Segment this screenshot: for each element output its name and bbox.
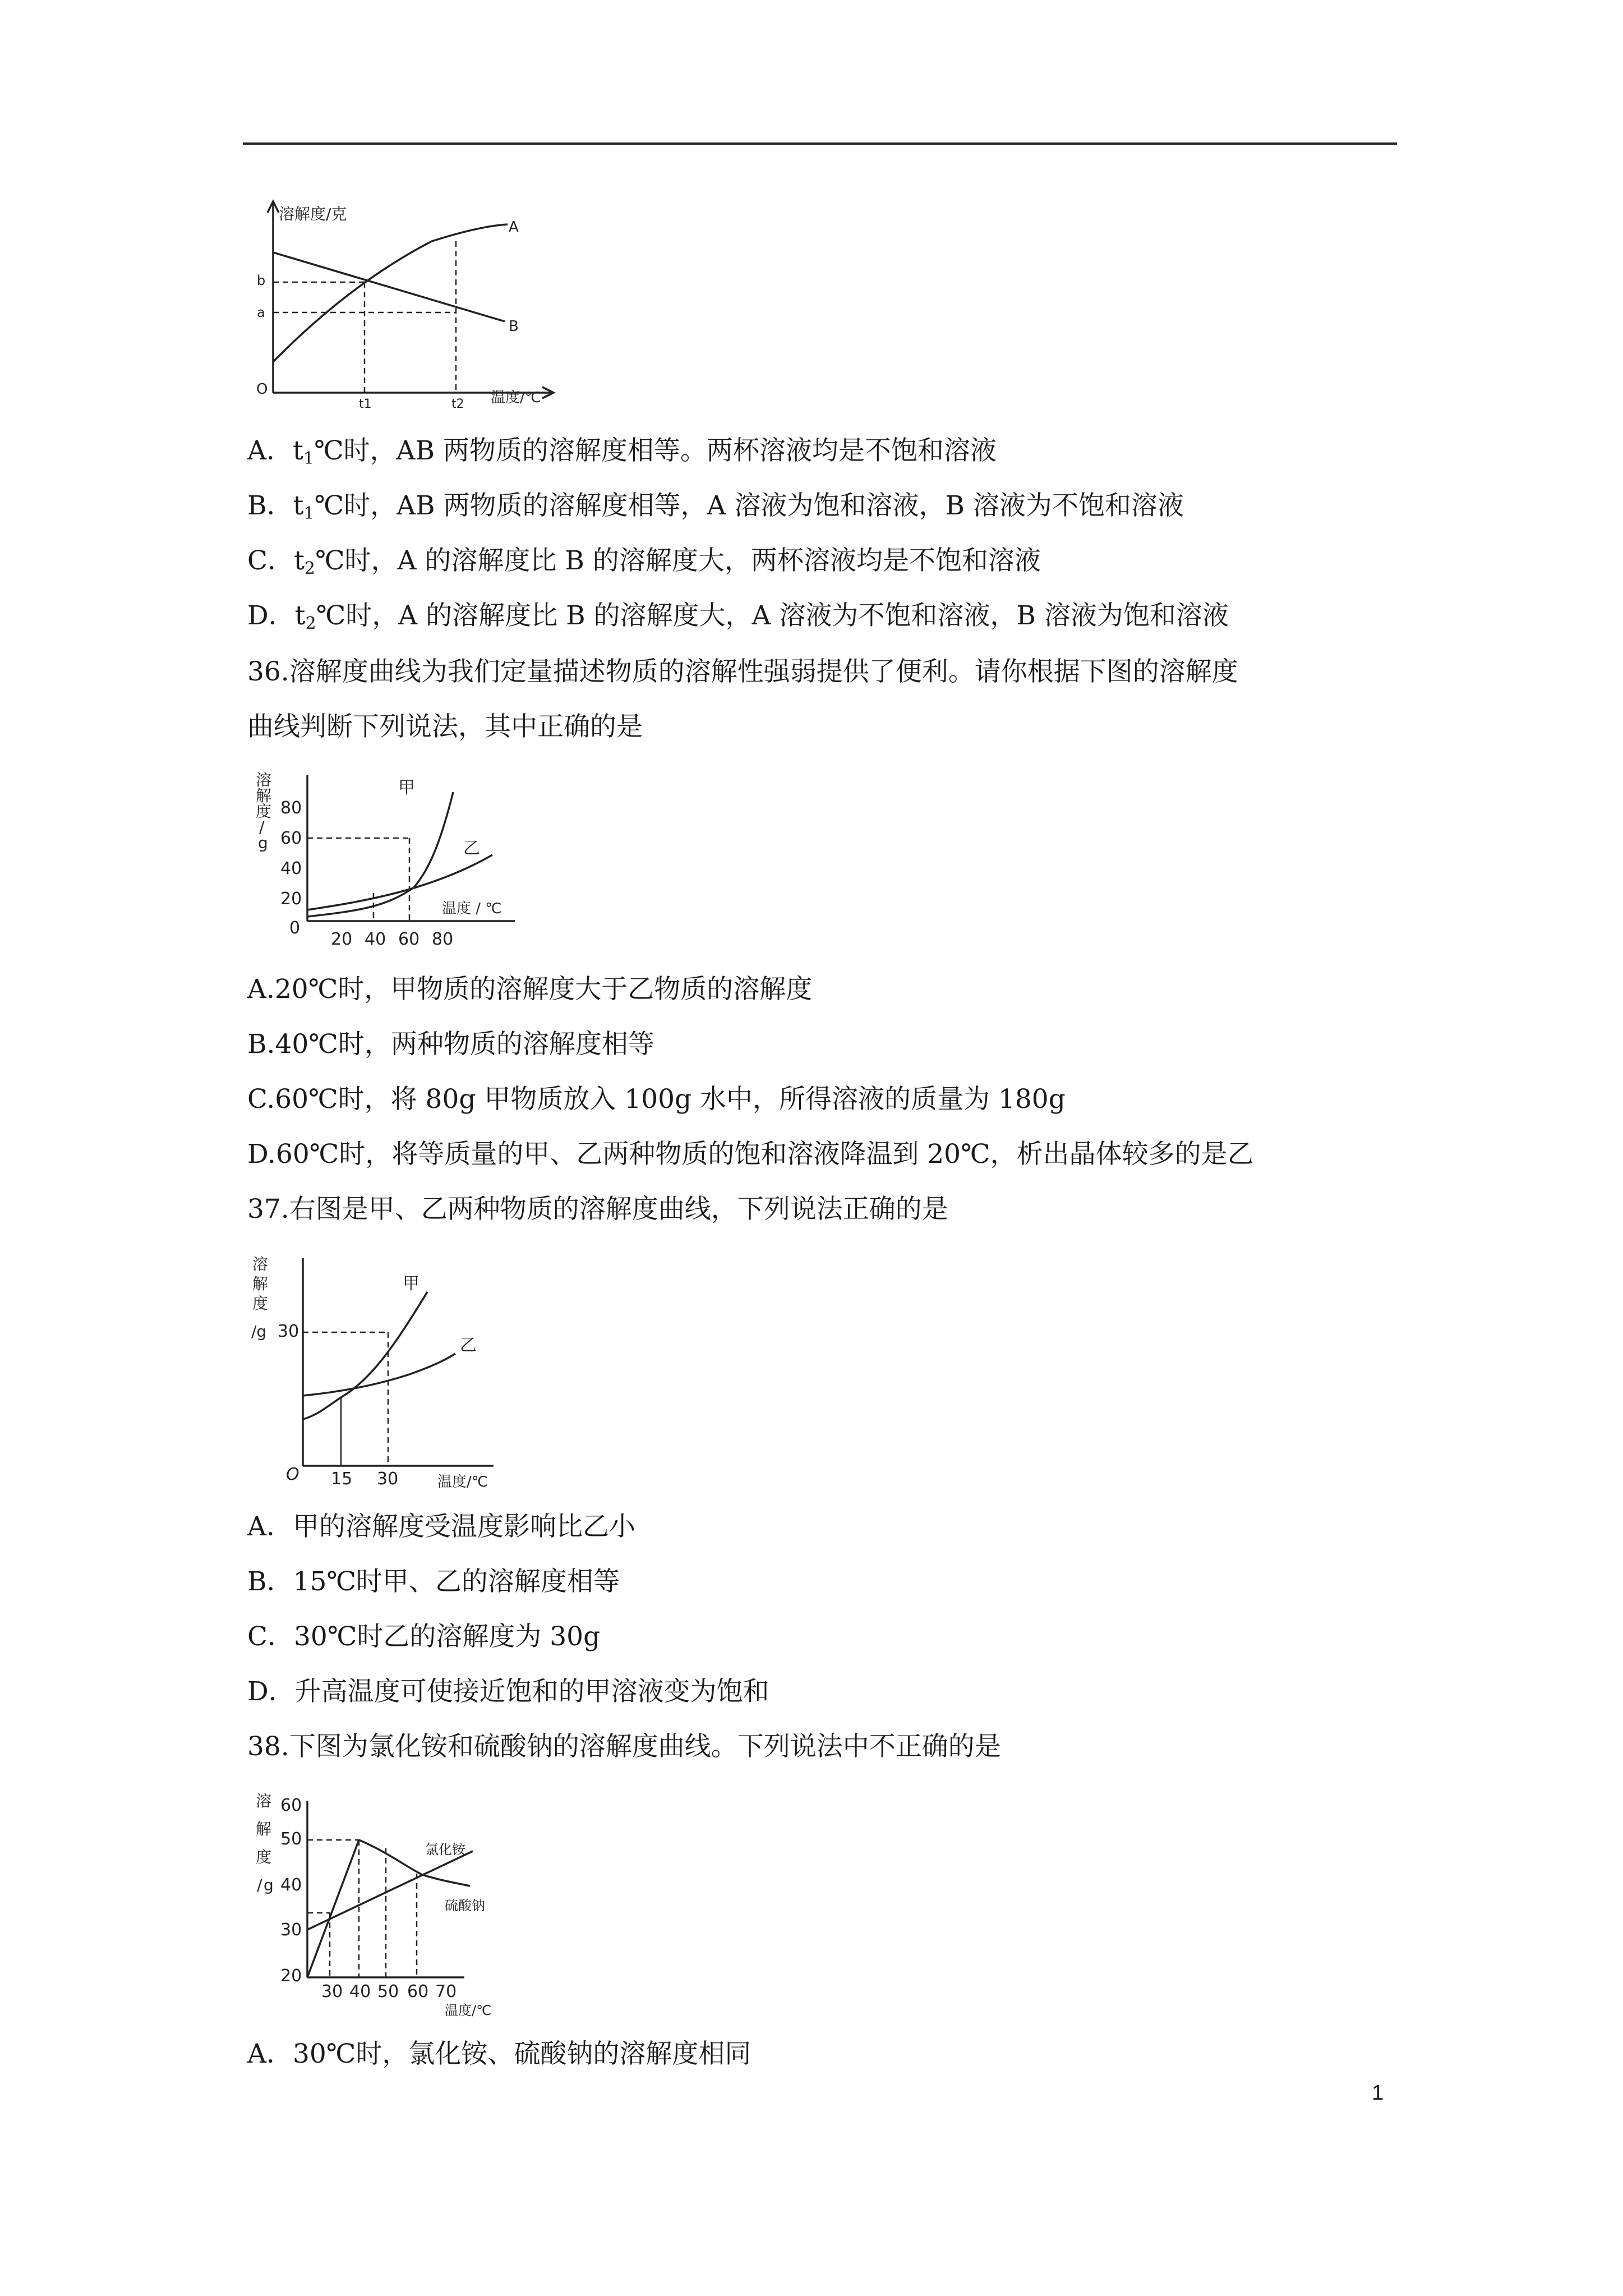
x-tick-60: 60 [398, 930, 420, 949]
y-tick-a: a [257, 305, 265, 320]
q35-option-c: C．$t_2℃$时，A 的溶解度比 B 的溶解度大，两杯溶液均是不饱和溶液 [247, 545, 1041, 578]
y-tick-b: b [257, 273, 266, 288]
q35-option-b: B．$t_1℃$时，AB 两物质的溶解度相等，A 溶液为饱和溶液，B 溶液为不饱和溶液 [247, 490, 1184, 523]
x-tick-20: 20 [331, 930, 353, 949]
figure-q35-solubility-ab [255, 194, 575, 409]
x-axis-label: 温度/℃ [445, 2003, 492, 2018]
y-tick-30: 30 [280, 1920, 302, 1940]
series-label-sodium-sulfate: 硫酸钠 [445, 1898, 485, 1913]
q37-stem: 37.右图是甲、乙两种物质的溶解度曲线，下列说法正确的是 [247, 1194, 948, 1225]
y-tick-0: 0 [289, 918, 301, 938]
series-label-ammonium-chloride: 氯化铵 [425, 1842, 465, 1857]
y-label-char-4: / [259, 818, 265, 836]
series-label-jia: 甲 [398, 778, 415, 798]
page-number: 1 [1372, 2081, 1384, 2105]
q35-option-a: A．$t_1℃$时，AB 两物质的溶解度相等。两杯溶液均是不饱和溶液 [247, 435, 997, 468]
q37-option-c: C．30℃时乙的溶解度为 30g [247, 1621, 601, 1652]
x-tick-40: 40 [349, 1982, 371, 2001]
series-label-jia: 甲 [403, 1274, 419, 1294]
x-tick-30: 30 [321, 1982, 343, 2001]
q38-option-a: A．30℃时，氯化铵、硫酸钠的溶解度相同 [247, 2039, 751, 2069]
y-tick-20: 20 [280, 889, 302, 909]
x-tick-t2: t2 [451, 397, 464, 409]
y-tick-40: 40 [280, 1875, 302, 1895]
y-tick-80: 80 [280, 798, 302, 818]
y-label-char-3: 度 [252, 1294, 269, 1313]
curve-label-b: B [509, 318, 519, 335]
q37-option-b: B．15℃时甲、乙的溶解度相等 [247, 1566, 620, 1597]
y-label-char-2: 解 [252, 1274, 269, 1293]
y-tick-60: 60 [280, 1796, 302, 1815]
y-tick-50: 50 [280, 1829, 302, 1849]
q36-stem-line2: 曲线判断下列说法，其中正确的是 [247, 711, 643, 742]
y-label-char-1: 溶 [252, 1255, 269, 1273]
y-label-char-5: g [258, 834, 268, 852]
x-tick-60: 60 [407, 1982, 429, 2001]
x-tick-15: 15 [331, 1469, 353, 1489]
y-label-char-1: 溶 [256, 771, 272, 789]
y-label-char-2: 解 [256, 786, 272, 805]
figure-q36-solubility-jia-yi [251, 764, 532, 949]
origin-label: O [256, 381, 268, 398]
x-tick-t1: t1 [359, 397, 372, 409]
y-tick-20: 20 [280, 1966, 302, 1986]
x-tick-70: 70 [435, 1982, 457, 2001]
q37-option-d: D．升高温度可使接近饱和的甲溶液变为饱和 [247, 1676, 769, 1707]
q36-option-d: D.60℃时，将等质量的甲、乙两种物质的饱和溶液降温到 20℃，析出晶体较多的是乙 [247, 1139, 1254, 1170]
figure-q37-solubility-jia-yi [247, 1244, 516, 1491]
q37-option-a: A．甲的溶解度受温度影响比乙小 [247, 1511, 635, 1542]
q36-option-a: A.20℃时，甲物质的溶解度大于乙物质的溶解度 [247, 974, 813, 1005]
y-label-char-2: 解 [256, 1820, 272, 1838]
q36-option-c: C.60℃时，将 80g 甲物质放入 100g 水中，所得溶液的质量为 180g [247, 1084, 1066, 1115]
y-axis-label: 溶解度/克 [279, 205, 347, 223]
y-label-char-1: 溶 [256, 1792, 272, 1810]
y-label-unit: /g [251, 1322, 267, 1341]
y-tick-40: 40 [280, 859, 302, 878]
q35-option-d: D．$t_2℃$时，A 的溶解度比 B 的溶解度大，A 溶液为不饱和溶液，B 溶液为饱和溶液 [247, 600, 1229, 633]
x-tick-30: 30 [377, 1469, 399, 1489]
x-axis-label: 温度/℃ [491, 389, 541, 406]
figure-q38-solubility-ammonium-sodium [251, 1784, 520, 2019]
y-label-char-3: 度 [256, 1848, 272, 1866]
y-tick-60: 60 [280, 829, 302, 848]
y-label-char-3: 度 [256, 802, 272, 821]
x-tick-50: 50 [377, 1982, 399, 2001]
x-tick-80: 80 [432, 930, 454, 949]
x-tick-40: 40 [365, 930, 386, 949]
q38-stem: 38.下图为氯化铵和硫酸钠的溶解度曲线。下列说法中不正确的是 [247, 1731, 1001, 1762]
y-label-char-5: g [264, 1876, 274, 1894]
x-axis-label: 温度/℃ [437, 1474, 488, 1490]
q36-stem-line1: 36.溶解度曲线为我们定量描述物质的溶解性强弱提供了便利。请你根据下图的溶解度 [247, 656, 1238, 687]
origin-label: O [286, 1465, 299, 1484]
series-label-yi: 乙 [463, 839, 480, 858]
series-label-yi: 乙 [460, 1336, 477, 1355]
y-label-char-4: / [257, 1876, 262, 1894]
x-axis-label: 温度 / ℃ [442, 900, 502, 917]
curve-label-a: A [509, 219, 519, 236]
q36-option-b: B.40℃时，两种物质的溶解度相等 [247, 1029, 654, 1060]
y-tick-30: 30 [278, 1322, 299, 1341]
header-rule [243, 142, 1397, 145]
